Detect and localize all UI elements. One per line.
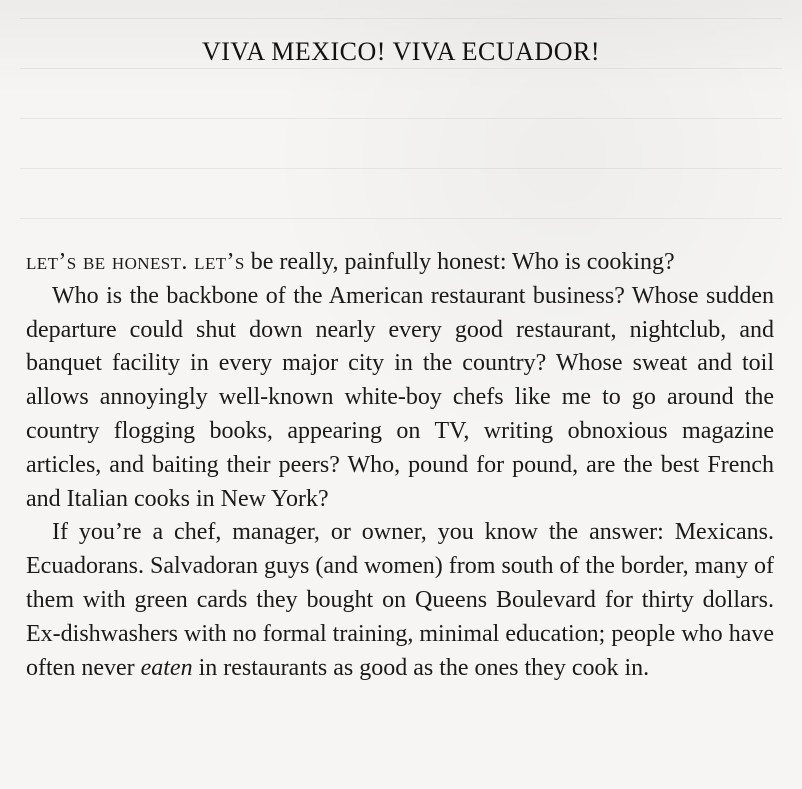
paragraph-3 xyxy=(26,516,774,685)
chapter-title: VIVA MEXICO! VIVA ECUADOR! xyxy=(202,37,600,66)
show-through-line xyxy=(20,18,782,19)
body-text xyxy=(26,246,774,685)
paragraph-1-text: be really, painfully honest: Who is cooking? xyxy=(244,249,675,275)
paragraph-3-emphasis: eaten xyxy=(140,654,193,681)
paragraph-1-lead: let’s be honest. let’s xyxy=(26,249,245,275)
show-through-line xyxy=(20,168,782,169)
show-through-line xyxy=(20,218,782,219)
paragraph-2: Who is the backbone of the American restaurant business? Whose sudden departure could shut down nearly every good restaurant, nightclub, and banquet facility in every major city in the country? Whose sweat and toil allows annoyingly well-known white-boy chefs like me to go around the country flogging books, appearing on TV, writing obnoxious magazine articles, and baiting their peers? Who, pound for pound, are the best French and Italian cooks in New York? xyxy=(26,282,774,512)
paragraph-3-after: in restaurants as good as the ones they cook in. xyxy=(192,654,650,681)
show-through-line xyxy=(20,68,782,69)
paragraph-3-before: If you’re a chef, manager, or owner, you know the answer: Mexicans. Ecuadorans. Salvadoran guys (and women) from south of the border, many of them with green cards they bought on Queens Boulevard for thirty dollars. Ex-dishwashers with no formal training, minimal education; people who have often never xyxy=(26,519,774,681)
show-through-line xyxy=(20,118,782,119)
paragraph-1 xyxy=(26,246,774,280)
